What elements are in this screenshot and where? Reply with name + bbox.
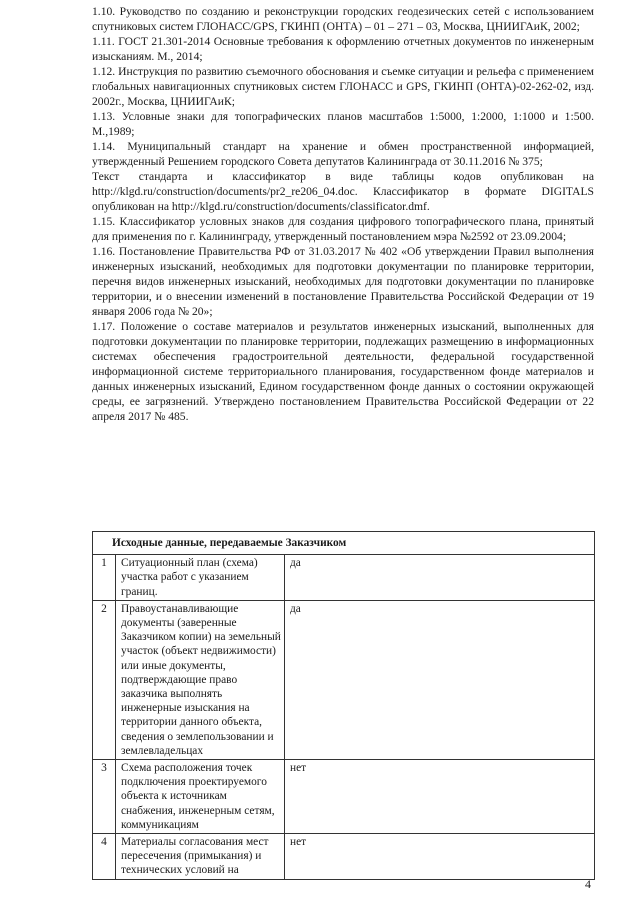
reference-text: 1.17. Положение о составе материалов и результатов инженерных изысканий, выполненных для подготовки документации по планировке территории, подлежащих размещению в информационных системах обеспечения градостроительной деятельности, федеральной государственной информационной системе территориального планирования, государственном фонде материалов и данных инженерных изысканий, Едином государственном фонде данных о состоянии окружающей среды, ее загрязнений. Утверждено постановлением Правительства Российской Федерации от 22 апреля 2017 № 485.: [92, 320, 594, 423]
page-number: 4: [585, 877, 591, 891]
row-number: 3: [93, 760, 116, 834]
table-row: [93, 555, 595, 601]
row-value: да: [285, 555, 595, 601]
reference-item: [92, 214, 594, 244]
row-number: 2: [93, 600, 116, 759]
reference-text: 1.10. Руководство по созданию и реконструкции городских геодезических сетей с использованием спутниковых систем ГЛОНАСС/GPS, ГКИНП (ОНТА) – 01 – 271 – 03, Москва, ЦНИИГАиК, 2002;: [92, 5, 594, 33]
table-row: [93, 600, 595, 759]
row-item: Ситуационный план (схема) участка работ с указанием границ.: [116, 555, 285, 601]
initial-data-table: [92, 531, 595, 880]
reference-item: [92, 34, 594, 64]
reference-item: [92, 109, 594, 139]
reference-text: Текст стандарта и классификатор в виде таблицы кодов опубликован на http://klgd.ru/construction/documents/pr2_re206_04.doc. Классификатор в формате DIGITALS опубликован на http://klgd.ru/construction/documents/classificator.dmf.: [92, 170, 594, 213]
reference-text: 1.16. Постановление Правительства РФ от 31.03.2017 № 402 «Об утверждении Правил выполнения инженерных изысканий, необходимых для подготовки документации по планировке территории, перечня видов инженерных изысканий, необходимых для подготовки документации по планировке территории, и о внесении изменений в постановление Правительства Российской Федерации от 19 января 2006 года № 20»;: [92, 245, 594, 318]
reference-item: [92, 244, 594, 319]
row-number: 4: [93, 834, 116, 880]
reference-text: 1.12. Инструкция по развитию съемочного обоснования и съемке ситуации и рельефа с применением глобальных навигационных спутниковых систем ГЛОНАСС и GPS, ГКИНП (ОНТА)-02-262-02, изд. 2002г., Москва, ЦНИИГАиК;: [92, 65, 594, 108]
reference-list: [92, 4, 594, 424]
row-value: нет: [285, 834, 595, 880]
table-row: [93, 834, 595, 880]
row-item: Материалы согласования мест пересечения (примыкания) и технических условий на: [116, 834, 285, 880]
table-header-row: [93, 532, 595, 555]
table-header: Исходные данные, передаваемые Заказчиком: [93, 532, 595, 555]
reference-item: [92, 319, 594, 424]
table-row: [93, 760, 595, 834]
reference-text: 1.14. Муниципальный стандарт на хранение и обмен пространственной информацией, утвержденный Решением городского Совета депутатов Калининграда от 30.11.2016 № 375;: [92, 140, 594, 168]
reference-text: 1.11. ГОСТ 21.301-2014 Основные требования к оформлению отчетных документов по инженерным изысканиям. М., 2014;: [92, 35, 594, 63]
row-number: 1: [93, 555, 116, 601]
reference-text: 1.13. Условные знаки для топографических планов масштабов 1:5000, 1:2000, 1:1000 и 1:500. М.,1989;: [92, 110, 594, 138]
row-item: Схема расположения точек подключения проектируемого объекта к источникам снабжения, инженерным сетям, коммуникациям: [116, 760, 285, 834]
reference-item: [92, 169, 594, 214]
row-value: да: [285, 600, 595, 759]
reference-text: 1.15. Классификатор условных знаков для создания цифрового топографического плана, принятый для применения по г. Калининграду, утвержденный постановлением мэра №2592 от 23.09.2004;: [92, 215, 594, 243]
row-item: Правоустанавливающие документы (заверенные Заказчиком копии) на земельный участок (объект недвижимости) или иные документы, подтверждающие право заказчика выполнять инженерные изыскания на территории данного объекта, сведения о землепользовании и землевладельцах: [116, 600, 285, 759]
reference-item: [92, 4, 594, 34]
row-value: нет: [285, 760, 595, 834]
reference-item: [92, 139, 594, 169]
reference-item: [92, 64, 594, 109]
